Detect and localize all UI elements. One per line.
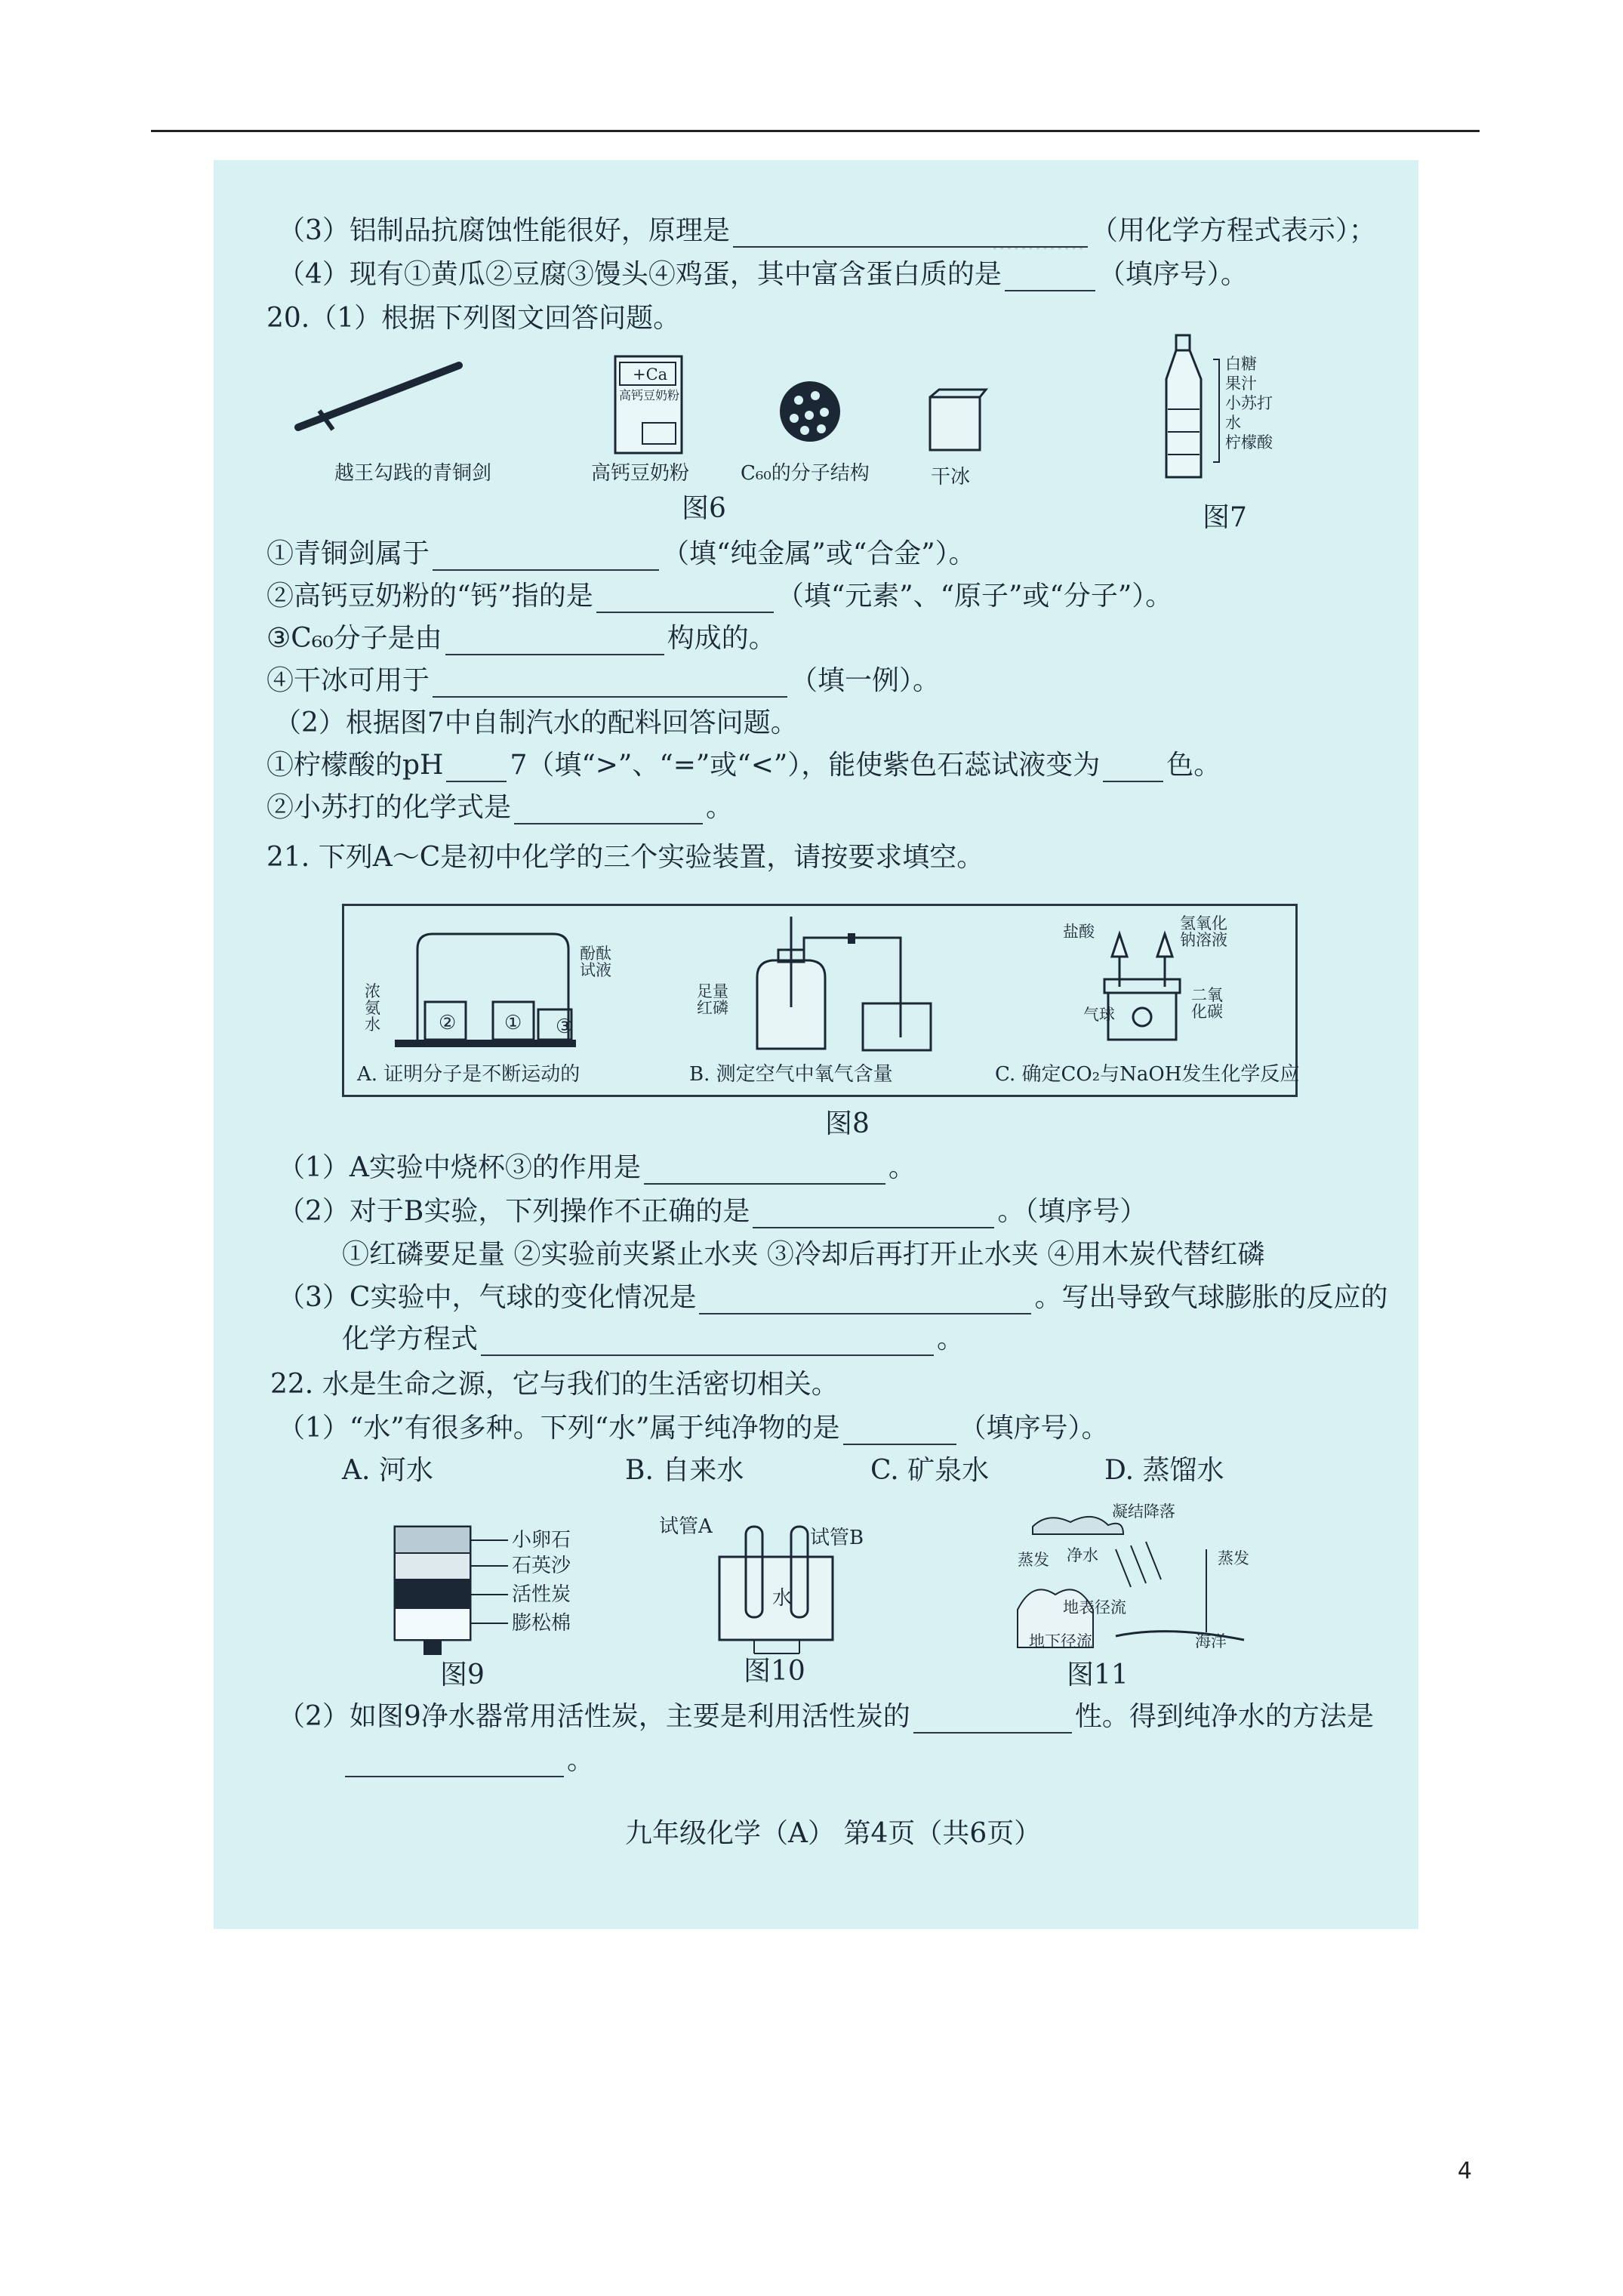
answer-blank[interactable]	[445, 628, 664, 655]
label-hcl: 盐酸	[1063, 923, 1095, 941]
label-co2: 二氧化碳	[1191, 986, 1223, 1021]
fig11-label: 蒸发	[1018, 1551, 1049, 1569]
option-a: A. 河水	[342, 1455, 433, 1486]
fig7-bracket	[1212, 358, 1222, 464]
fig9-caption: 图9	[440, 1660, 485, 1690]
fig6-label-sword: 越王勾践的青铜剑	[334, 462, 492, 485]
package-mark: +Ca	[633, 365, 668, 384]
dry-ice-illustration	[927, 387, 987, 455]
fig11-label: 地下径流	[1029, 1632, 1092, 1650]
q22-q1: （1）“水”有很多种。下列“水”属于纯净物的是 （填序号）。	[278, 1413, 1109, 1444]
bleed-through: ·············	[991, 236, 1085, 262]
fig7-label: 小苏打	[1225, 394, 1273, 412]
fig10-label: 试管A	[659, 1515, 713, 1538]
fig9-label: 小卵石	[512, 1529, 571, 1552]
answer-blank[interactable]	[596, 586, 774, 613]
package-text: 高钙豆奶粉	[619, 388, 680, 402]
beaker-1: ①	[504, 1012, 522, 1034]
q22-q2-line2: 。	[342, 1744, 594, 1777]
q19-item3: （3）铝制品抗腐蚀性能很好，原理是 （用化学方程式表示）；	[278, 215, 1376, 246]
apparatus-a	[387, 926, 606, 1062]
label-phenolphthalein: 酚酞试液	[580, 945, 611, 979]
fig10-caption: 图10	[744, 1656, 805, 1687]
fig8-caption-b: B. 测定空气中氧气含量	[689, 1063, 893, 1086]
q21-q1: （1）A实验中烧杯③的作用是 。	[278, 1152, 916, 1183]
header-rule	[151, 130, 1480, 132]
q21-stem: 21. 下列A～C是初中化学的三个实验装置，请按要求填空。	[266, 842, 984, 873]
answer-blank[interactable]	[699, 1287, 1031, 1314]
option-d: D. 蒸馏水	[1104, 1455, 1224, 1486]
q22-q2: （2）如图9净水器常用活性炭，主要是利用活性炭的 性。得到纯净水的方法是	[278, 1701, 1374, 1732]
fig11-label: 净水	[1067, 1546, 1098, 1564]
answer-blank[interactable]	[1005, 264, 1095, 291]
c60-molecule-illustration	[776, 378, 844, 445]
answer-blank[interactable]	[514, 797, 703, 824]
q20-q4: ④干冰可用于 （填一例）。	[266, 665, 941, 696]
fig7-label: 水	[1225, 414, 1241, 432]
q20-stem: 20.（1）根据下列图文回答问题。	[266, 303, 681, 334]
apparatus-b	[742, 917, 946, 1060]
fig6-caption: 图6	[682, 493, 726, 524]
option-b: B. 自来水	[625, 1455, 744, 1486]
page-footer: 九年级化学（A） 第4页（共6页）	[625, 1818, 1042, 1849]
fig7-caption: 图7	[1203, 502, 1247, 533]
option-c: C. 矿泉水	[870, 1455, 990, 1486]
q20-part2: （2）根据图7中自制汽水的配料回答问题。	[274, 707, 798, 738]
soda-bottle-illustration	[1157, 334, 1210, 485]
answer-blank[interactable]	[481, 1329, 934, 1356]
answer-blank[interactable]	[843, 1418, 956, 1445]
fig8-caption: 图8	[825, 1108, 870, 1139]
fig7-label: 柠檬酸	[1225, 433, 1273, 451]
label-naoh: 氢氧化钠溶液	[1180, 914, 1227, 949]
fig11-label: 海洋	[1195, 1632, 1227, 1650]
answer-blank[interactable]	[433, 544, 659, 571]
answer-blank[interactable]	[644, 1157, 885, 1185]
answer-blank[interactable]	[446, 755, 507, 782]
answer-blank[interactable]	[753, 1201, 994, 1228]
q22-stem: 22. 水是生命之源，它与我们的生活密切相关。	[270, 1369, 839, 1400]
fig6-label-milk: 高钙豆奶粉	[591, 462, 690, 485]
fig7-label: 果汁	[1225, 374, 1257, 393]
fig11-label: 地表径流	[1063, 1598, 1126, 1616]
beaker-3: ③	[556, 1015, 574, 1038]
q21-q2-options: ①红磷要足量 ②实验前夹紧止水夹 ③冷却后再打开止水夹 ④用木炭代替红磷	[342, 1239, 1265, 1270]
scanned-exam-page	[214, 160, 1418, 1929]
beaker-2: ②	[439, 1012, 457, 1034]
fig9-label: 石英沙	[512, 1555, 571, 1577]
label-balloon: 气球	[1083, 1006, 1115, 1024]
fig7-label: 白糖	[1225, 355, 1257, 373]
answer-blank[interactable]	[913, 1706, 1072, 1734]
answer-blank[interactable]	[1103, 755, 1163, 782]
q20-q3: ③C₆₀分子是由 构成的。	[266, 623, 776, 654]
q20-q1: ①青铜剑属于 （填“纯金属”或“合金”）。	[266, 538, 976, 569]
fig11-label: 凝结降落	[1112, 1502, 1175, 1521]
bronze-sword-illustration	[289, 358, 470, 433]
q20-q6: ②小苏打的化学式是 。	[266, 792, 734, 823]
answer-blank[interactable]	[433, 670, 787, 698]
fig8-caption-a: A. 证明分子是不断运动的	[357, 1063, 581, 1086]
q20-q5: ①柠檬酸的pH 7（填“>”、“=”或“<”），能使紫色石蕊试液变为 色。	[266, 750, 1221, 781]
q21-q3: （3）C实验中，气球的变化情况是 。写出导致气球膨胀的反应的	[278, 1282, 1388, 1313]
fig9-label: 活性炭	[512, 1583, 571, 1606]
q21-q3-line2: 化学方程式 。	[342, 1324, 965, 1354]
label-red-phosphorus: 足量红磷	[697, 982, 728, 1017]
answer-blank[interactable]	[733, 220, 1088, 248]
fig6-label-c60: C₆₀的分子结构	[741, 462, 870, 485]
fig8-caption-c: C. 确定CO₂与NaOH发生化学反应	[995, 1063, 1300, 1086]
fig9-label: 膨松棉	[512, 1612, 571, 1635]
page-number: 4	[1457, 2158, 1472, 2184]
label-ammonia: 浓氨水	[365, 982, 380, 1034]
fig6-label-dryice: 干冰	[931, 466, 971, 488]
fig10-label: 试管B	[810, 1527, 864, 1549]
fig10-label: 水	[772, 1587, 793, 1610]
fig11-label: 蒸发	[1218, 1549, 1249, 1567]
answer-blank[interactable]	[345, 1750, 564, 1777]
q20-q2: ②高钙豆奶粉的“钙”指的是 （填“元素”、“原子”或“分子”）。	[266, 581, 1173, 612]
fig11-caption: 图11	[1067, 1660, 1129, 1690]
q21-q2: （2）对于B实验，下列操作不正确的是 。（填序号）	[278, 1196, 1147, 1227]
q19-item4: （4）现有①黄瓜②豆腐③馒头④鸡蛋，其中富含蛋白质的是 （填序号）。	[278, 259, 1248, 290]
